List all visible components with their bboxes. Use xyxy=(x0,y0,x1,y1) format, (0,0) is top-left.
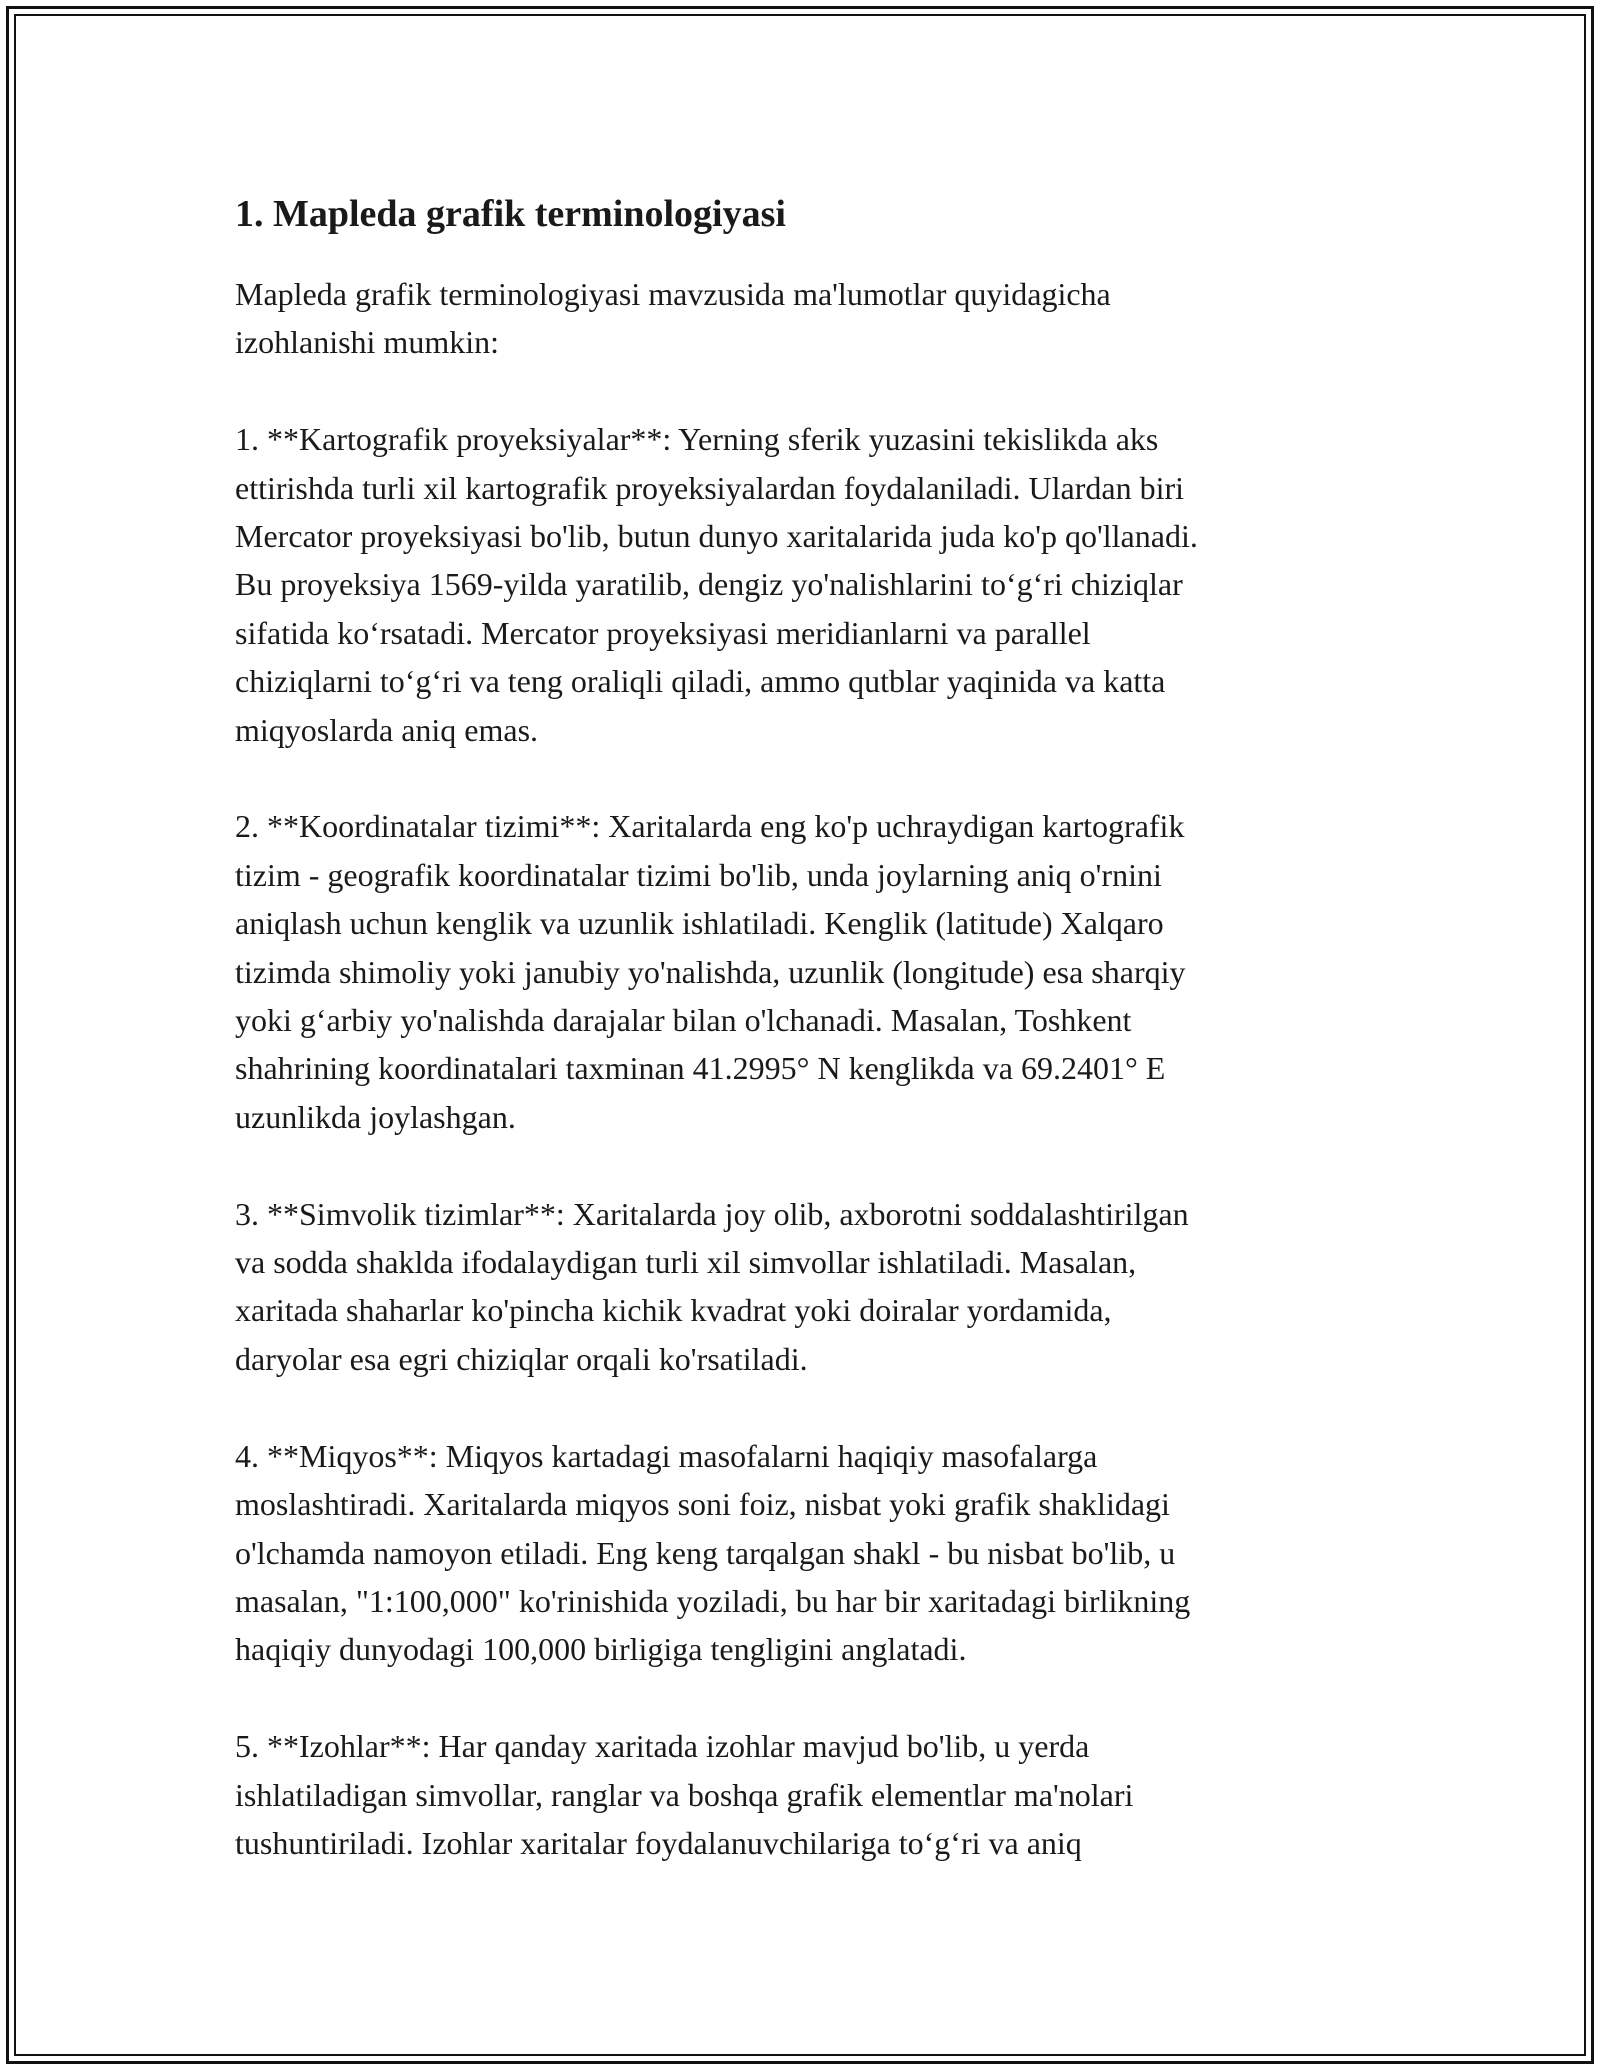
paragraph-legends: 5. **Izohlar**: Har qanday xaritada izohlar mavjud bo'lib, u yerda ishlatiladigan simvollar, ranglar va boshqa grafik elementlar ma'nolari tushuntiriladi. Izohlar xaritalar foydalanuvchilariga to‘g‘ri va aniq xyxy=(235,1728,1134,1861)
paragraph-symbol-systems: 3. **Simvolik tizimlar**: Xaritalarda joy olib, axborotni soddalashtirilgan va sodda shaklda ifodalaydigan turli xil simvollar ishlatiladi. Masalan, xaritada shaharlar ko'pincha kichik kvadrat yoki doiralar yordamida, daryolar esa egri chiziqlar orqali ko'rsatiladi. xyxy=(235,1195,1189,1377)
paragraph-coordinate-system: 2. **Koordinatalar tizimi**: Xaritalarda eng ko'p uchraydigan kartografik tizim - geografik koordinatalar tizimi bo'lib, unda joylarning aniq o'rnini aniqlash uchun kenglik va uzunlik ishlatiladi. Kenglik (latitude) Xalqaro tizimda shimoliy yoki janubiy yo'nalishda, uzunlik (longitude) esa sharqiy yoki g‘arbiy yo'nalishda darajalar bilan o'lchanadi. Masalan, Toshkent shahrining koordinatalari taxminan 41.2995° N kenglikda va 69.2401° E uzunlikda joylashgan. xyxy=(235,808,1186,1135)
document-body xyxy=(235,186,1370,1867)
paragraph-scale: 4. **Miqyos**: Miqyos kartadagi masofalarni haqiqiy masofalarga moslashtiradi. Xaritalarda miqyos soni foiz, nisbat yoki grafik shaklidagi o'lchamda namoyon etiladi. Eng keng tarqalgan shakl - bu nisbat bo'lib, u masalan, "1:100,000" ko'rinishida yoziladi, bu har bir xaritadagi birlikning haqiqiy dunyodagi 100,000 birligiga tengligini anglatadi. xyxy=(235,1437,1191,1668)
paragraph-cartographic-projections: 1. **Kartografik proyeksiyalar**: Yerning sferik yuzasini tekislikda aks ettirishda turli xil kartografik proyeksiyalardan foydalaniladi. Ulardan biri Mercator proyeksiyasi bo'lib, butun dunyo xaritalarida juda ko'p qo'llanadi. Bu proyeksiya 1569-yilda yaratilib, dengiz yo'nalishlarini to‘g‘ri chiziqlar sifatida ko‘rsatadi. Mercator proyeksiyasi meridianlarni va parallel chiziqlarni to‘g‘ri va teng oraliqli qiladi, ammo qutblar yaqinida va katta miqyoslarda aniq emas. xyxy=(235,421,1198,748)
document-title: 1. Mapleda grafik terminologiyasi xyxy=(235,193,786,235)
intro-paragraph: Mapleda grafik terminologiyasi mavzusida ma'lumotlar quyidagicha izohlanishi mumkin: xyxy=(235,276,1111,361)
